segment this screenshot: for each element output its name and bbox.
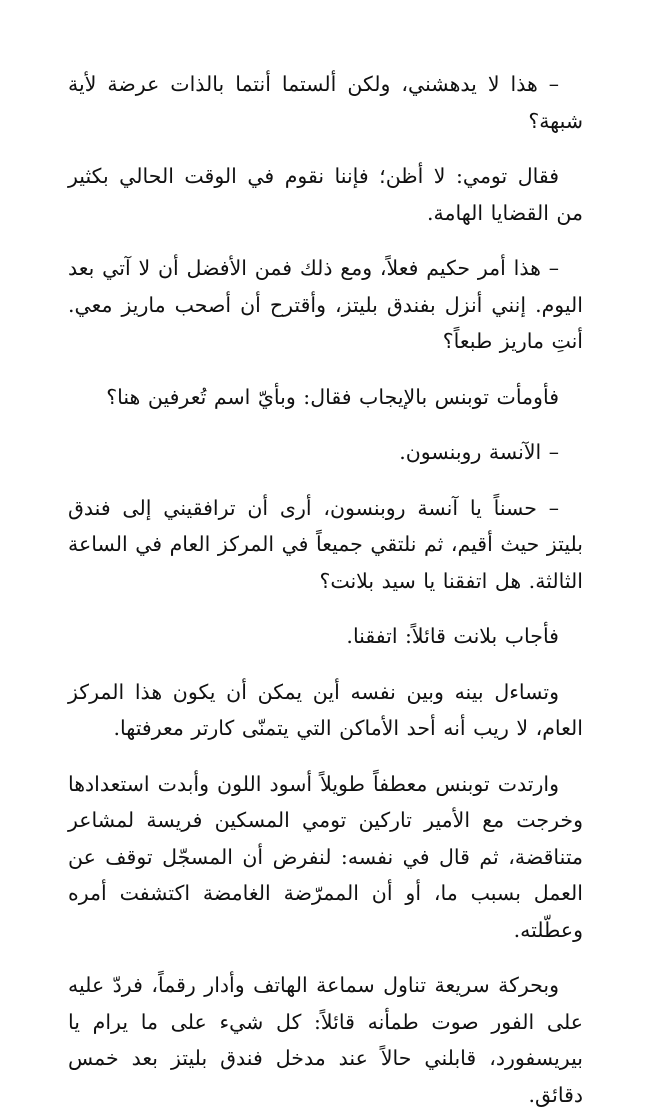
- paragraph-10: وبحركة سريعة تناول سماعة الهاتف وأدار رقماً، فردّ عليه على الفور صوت طمأنه قائلاً: كل شيء على ما يرام يا بيريسفورد، قابلني حالاً عند مدخل فندق بليتز بعد خمس دقائق.: [68, 973, 583, 1107]
- paragraph-4: فأومأت توبنس بالإيجاب فقال: وبأيّ اسم تُعرفين هنا؟: [106, 384, 559, 409]
- paragraph-8: وتساءل بينه وبين نفسه أين يمكن أن يكون هذا المركز العام، لا ريب أنه أحد الأماكن التي يتمنّى كارتر معرفتها.: [68, 679, 583, 740]
- paragraph-2: فقال تومي: لا أظن؛ فإننا نقوم في الوقت الحالي بكثير من القضايا الهامة.: [68, 164, 583, 225]
- paragraph-6: – حسناً يا آنسة روبنسون، أرى أن ترافقيني إلى فندق بليتز حيث أقيم، ثم نلتقي جميعاً في المركز العام في الساعة الثالثة. هل اتفقنا يا سيد بلانت؟: [67, 495, 583, 593]
- paragraph-3: – هذا أمر حكيم فعلاً، ومع ذلك فمن الأفضل أن لا آتي بعد اليوم. إنني أنزل بفندق بليتز، وأقترح أن أصحب ماريز معي. أنتِ ماريز طبعاً؟: [68, 256, 583, 353]
- paragraph-5: – الآنسة روبنسون.: [399, 440, 559, 464]
- paragraph-7: فأجاب بلانت قائلاً: اتفقنا.: [346, 624, 559, 648]
- paragraph-9: وارتدت توبنس معطفاً طويلاً أسود اللون وأبدت استعدادها وخرجت مع الأمير تاركين تومي المسكين فريسة لمشاعر متناقضة، ثم قال في نفسه: لنفرض أن المسجّل توقف عن العمل بسبب ما، أو أن الممرّضة الغامضة اكتشفت أمره وعطّلته.: [68, 771, 583, 942]
- paragraph-1: – هذا لا يدهشني، ولكن ألستما أنتما بالذات عرضة لأية شبهة؟: [68, 72, 583, 133]
